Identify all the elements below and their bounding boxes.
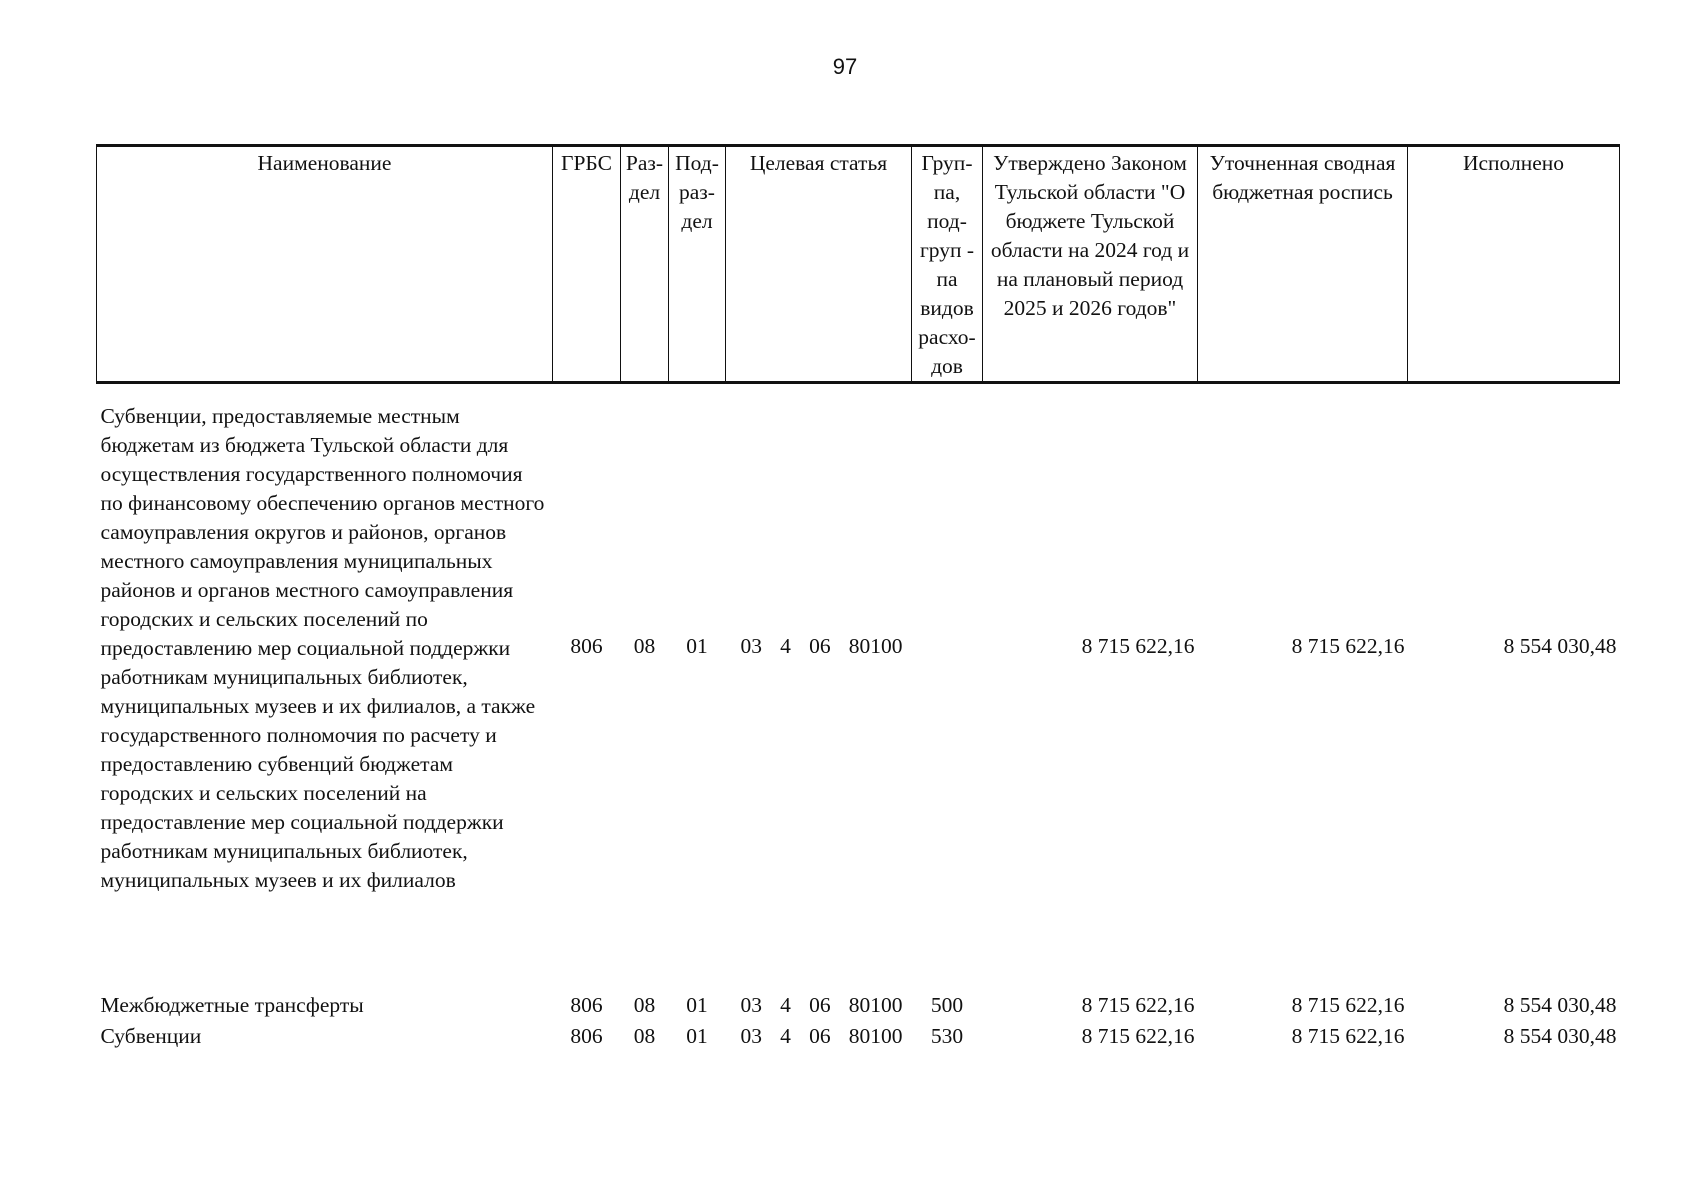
header-podrazdel: Под-раз-дел — [669, 146, 726, 383]
row-name: Межбюджетные трансферты — [100, 993, 364, 1017]
row-name: Субвенции — [100, 1024, 202, 1048]
row-approved: 8 715 622,16 — [1081, 993, 1195, 1017]
row-target — [726, 990, 912, 1021]
target-type: 4 — [780, 1024, 791, 1048]
header-grbs: ГРБС — [553, 146, 621, 383]
row-approved: 8 715 622,16 — [1081, 1024, 1195, 1048]
row-refined: 8 715 622,16 — [1291, 633, 1405, 658]
header-target: Целевая статья — [726, 146, 912, 383]
page-number: 97 — [832, 54, 858, 79]
row-spacer — [97, 908, 1620, 990]
row-group: 530 — [930, 1024, 964, 1048]
header-approved: Утверждено Законом Тульской области "О бюджете Тульской области на 2024 год и на плановый период 2025 и 2026 годов" — [983, 146, 1198, 383]
row-target — [726, 1021, 912, 1052]
row-podrazdel: 01 — [686, 993, 708, 1017]
target-sub: 06 — [809, 1024, 831, 1048]
row-group: 500 — [930, 993, 964, 1017]
header-razdel: Раз-дел — [621, 146, 669, 383]
table-row — [97, 990, 1620, 1021]
row-name: Субвенции, предоставляемые местным бюджетам из бюджета Тульской области для осуществления государственного полномочия по финансовому обеспечению органов местного самоуправления округов и районов, органов местного самоуправления муниципальных районов и органов местного самоуправления городских и сельских поселений по предоставлению мер социальной поддержки работникам муниципальных библиотек, муниципальных музеев и их филиалов, а также государственного полномочия по расчету и предоставлению субвенций бюджетам городских и сельских поселений на предоставление мер социальной поддержки работникам муниципальных библиотек, муниципальных музеев и их филиалов — [100, 403, 545, 892]
row-refined: 8 715 622,16 — [1291, 1024, 1405, 1048]
row-executed: 8 554 030,48 — [1503, 633, 1617, 658]
table-row — [97, 383, 1620, 909]
header-group: Груп-па, под-груп - па видов расхо-дов — [912, 146, 983, 383]
header-refined: Уточненная сводная бюджетная роспись — [1198, 146, 1408, 383]
target-program: 03 — [740, 1024, 762, 1048]
row-grbs: 806 — [570, 633, 603, 658]
table-row — [97, 1021, 1620, 1052]
row-approved: 8 715 622,16 — [1081, 633, 1195, 658]
row-executed: 8 554 030,48 — [1503, 993, 1617, 1017]
row-podrazdel: 01 — [686, 633, 708, 658]
row-executed: 8 554 030,48 — [1503, 1024, 1617, 1048]
target-sub: 06 — [809, 993, 831, 1017]
row-target — [726, 383, 912, 909]
row-grbs: 806 — [570, 993, 603, 1017]
target-direction: 80100 — [848, 633, 903, 658]
header-executed: Исполнено — [1408, 146, 1620, 383]
row-grbs: 806 — [570, 1024, 603, 1048]
budget-table — [96, 144, 1620, 1052]
row-group — [912, 383, 983, 909]
header-name: Наименование — [97, 146, 553, 383]
target-type: 4 — [780, 633, 791, 658]
target-type: 4 — [780, 993, 791, 1017]
target-sub: 06 — [809, 633, 831, 658]
row-podrazdel: 01 — [686, 1024, 708, 1048]
header-row — [97, 146, 1620, 383]
row-razdel: 08 — [633, 993, 656, 1017]
row-razdel: 08 — [633, 1024, 656, 1048]
target-direction: 80100 — [848, 993, 903, 1017]
row-razdel: 08 — [633, 633, 656, 658]
row-refined: 8 715 622,16 — [1291, 993, 1405, 1017]
target-direction: 80100 — [848, 1024, 903, 1048]
target-program: 03 — [740, 993, 762, 1017]
target-program: 03 — [740, 633, 762, 658]
